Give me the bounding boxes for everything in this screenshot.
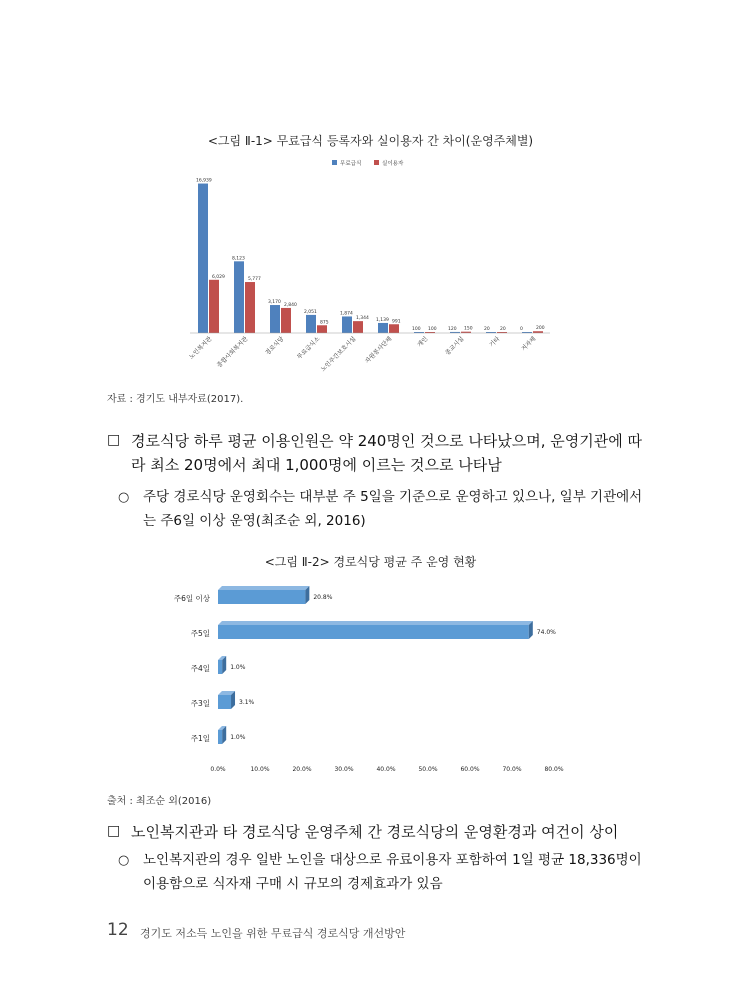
bar-0-2 bbox=[270, 305, 280, 333]
bar-0-4 bbox=[342, 316, 352, 333]
bar-value-label: 100 bbox=[428, 327, 437, 332]
figure2-title: <그림 Ⅱ-2> 경로식당 평균 주 운영 현황 bbox=[264, 555, 477, 569]
paragraph4-bullet: ○ bbox=[118, 853, 130, 868]
hbar-value-label: 3.1% bbox=[239, 699, 255, 706]
bar-value-label: 120 bbox=[448, 326, 457, 332]
category-label: 경로식당 bbox=[264, 335, 286, 357]
category-label: 노인복지관 bbox=[187, 335, 214, 361]
paragraph4-text: 노인복지관의 경우 일반 노인을 대상으로 유료이용자 포함하여 1일 평균 18,336명이 이용함으로 식자재 구매 시 규모의 경제효과가 있음 bbox=[143, 852, 642, 892]
bar-value-label: 200 bbox=[536, 326, 545, 332]
bar-value-label: 1,139 bbox=[376, 317, 389, 323]
bar-value-label: 6,029 bbox=[212, 274, 225, 280]
hbar-category-label: 주1일 bbox=[190, 734, 210, 743]
bar-value-label: 16,939 bbox=[196, 178, 212, 184]
bar-value-label: 2,840 bbox=[284, 302, 297, 308]
category-label: 개인 bbox=[416, 335, 430, 349]
bar-0-0 bbox=[198, 184, 208, 333]
x-tick-label: 30.0% bbox=[334, 766, 354, 773]
hbar-top-1 bbox=[218, 621, 533, 625]
hbar-category-label: 주6일 이상 bbox=[173, 594, 210, 603]
bar-value-label: 5,777 bbox=[248, 277, 261, 283]
hbar-3 bbox=[218, 695, 231, 709]
bar-1-0 bbox=[209, 280, 219, 333]
x-tick-label: 40.0% bbox=[376, 766, 396, 773]
figure2-source: 출처 : 최조순 외(2016) bbox=[107, 796, 212, 807]
category-label: 기타 bbox=[488, 335, 502, 349]
category-label: 자원봉사단체 bbox=[363, 335, 394, 366]
bar-value-label: 1,344 bbox=[356, 316, 369, 322]
bar-value-label: 8,123 bbox=[232, 256, 245, 262]
bar-value-label: 100 bbox=[412, 327, 421, 332]
category-label: 종합사회복지관 bbox=[215, 335, 250, 370]
hbar-2 bbox=[218, 660, 222, 674]
hbar-value-label: 1.0% bbox=[230, 664, 246, 671]
category-label: 지자체 bbox=[520, 335, 538, 353]
hbar-category-label: 주3일 bbox=[190, 699, 210, 708]
legend-swatch-0 bbox=[332, 160, 337, 165]
bar-0-1 bbox=[234, 261, 244, 333]
figure1-legend bbox=[332, 159, 404, 167]
figure2-chart bbox=[160, 578, 580, 780]
hbar-4 bbox=[218, 730, 222, 744]
hbar-category-label: 주4일 bbox=[190, 664, 210, 673]
hbar-value-label: 1.0% bbox=[230, 734, 246, 741]
hbar-top-0 bbox=[218, 586, 309, 590]
paragraph2-text: 주당 경로식당 운영회수는 대부분 주 5일을 기준으로 운영하고 있으나, 일부 기관에서는 주6일 이상 운영(최조순 외, 2016) bbox=[143, 489, 643, 529]
x-tick-label: 10.0% bbox=[250, 766, 270, 773]
hbar-1 bbox=[218, 625, 529, 639]
figure1-chart bbox=[180, 150, 560, 390]
bar-value-label: 991 bbox=[392, 319, 401, 325]
footer-page-number: 12 bbox=[107, 920, 129, 940]
legend-swatch-1 bbox=[374, 160, 379, 165]
legend-label-0: 무료급식 bbox=[340, 161, 362, 167]
paragraph2-bullet: ○ bbox=[118, 490, 130, 505]
paragraph1-text: 경로식당 하루 평균 이용인원은 약 240명인 것으로 나타났으며, 운영기관에 따라 최소 20명에서 최대 1,000명에 이르는 것으로 나타남 bbox=[131, 432, 643, 474]
bar-value-label: 20 bbox=[500, 327, 506, 332]
x-tick-label: 50.0% bbox=[418, 766, 438, 773]
hbar-value-label: 74.0% bbox=[536, 629, 556, 636]
bar-value-label: 875 bbox=[320, 320, 329, 326]
hbar-value-label: 20.8% bbox=[313, 594, 333, 601]
bar-1-3 bbox=[317, 325, 327, 333]
category-label: 무료급식소 bbox=[295, 335, 322, 361]
bar-1-1 bbox=[245, 282, 255, 333]
figure1-source: 자료 : 경기도 내부자료(2017). bbox=[107, 394, 244, 405]
category-label: 종교시설 bbox=[444, 335, 466, 357]
figure1-title: <그림 Ⅱ-1> 무료급식 등록자와 실이용자 간 차이(운영주체별) bbox=[207, 134, 534, 148]
x-tick-label: 0.0% bbox=[210, 766, 226, 773]
bar-value-label: 150 bbox=[464, 326, 473, 332]
x-tick-label: 60.0% bbox=[460, 766, 480, 773]
bar-value-label: 20 bbox=[484, 327, 490, 332]
bar-value-label: 2,051 bbox=[304, 309, 317, 315]
paragraph3-bullet: □ bbox=[107, 823, 121, 839]
paragraph1-bullet: □ bbox=[107, 432, 121, 448]
hbar-0 bbox=[218, 590, 305, 604]
paragraph3-text: 노인복지관과 타 경로식당 운영주체 간 경로식당의 운영환경과 여건이 상이 bbox=[131, 823, 619, 841]
footer-title: 경기도 저소득 노인을 위한 무료급식 경로식당 개선방안 bbox=[140, 927, 406, 940]
legend-label-1: 실이용자 bbox=[382, 161, 404, 167]
bar-value-label: 0 bbox=[520, 327, 523, 332]
bar-1-5 bbox=[389, 324, 399, 333]
bar-0-5 bbox=[378, 323, 388, 333]
x-tick-label: 70.0% bbox=[502, 766, 522, 773]
category-label: 노인주간보호시설 bbox=[319, 335, 358, 374]
bar-0-3 bbox=[306, 315, 316, 333]
bar-1-2 bbox=[281, 308, 291, 333]
x-tick-label: 80.0% bbox=[544, 766, 564, 773]
hbar-category-label: 주5일 bbox=[190, 629, 210, 638]
bar-value-label: 3,170 bbox=[268, 300, 281, 306]
x-tick-label: 20.0% bbox=[292, 766, 312, 773]
bar-value-label: 1,874 bbox=[340, 311, 353, 317]
bar-1-4 bbox=[353, 321, 363, 333]
